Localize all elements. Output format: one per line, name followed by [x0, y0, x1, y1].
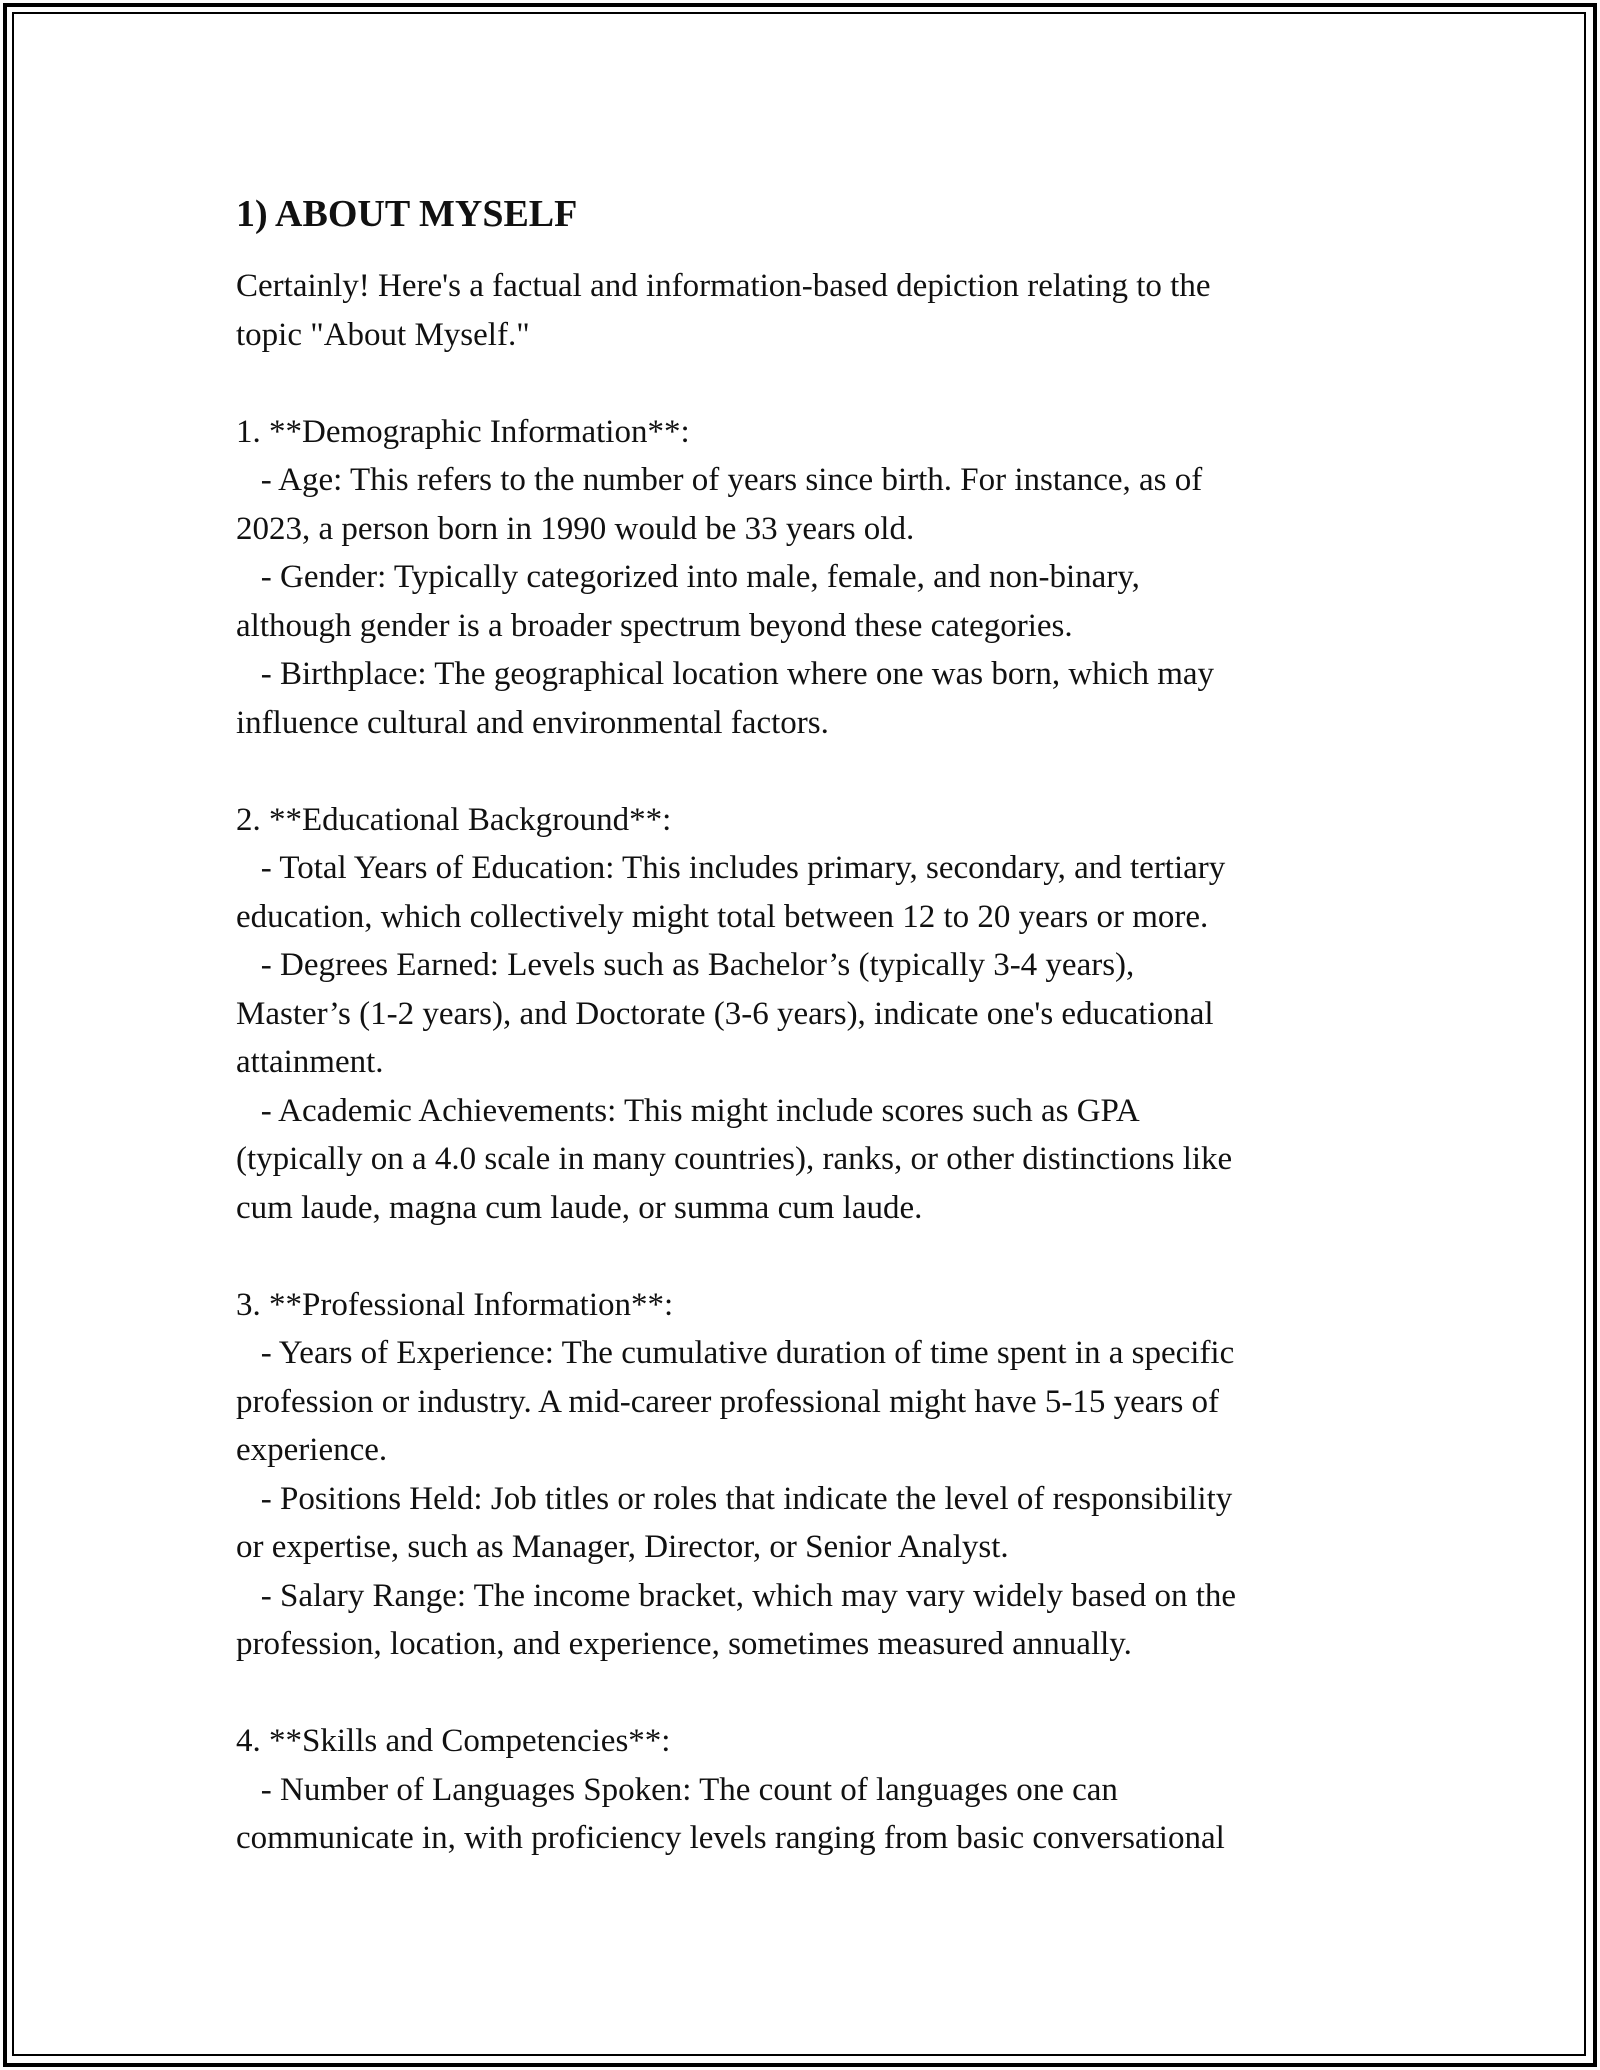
- section-line: - Salary Range: The income bracket, which may vary widely based on the: [236, 1577, 1237, 1614]
- section-line: - Gender: Typically categorized into male, female, and non-binary,: [236, 559, 1140, 595]
- section-line: communicate in, with proficiency levels ranging from basic conversational: [236, 1820, 1225, 1856]
- intro-line: Certainly! Here's a factual and information-based depiction relating to the: [236, 268, 1211, 304]
- section-line: Master’s (1-2 years), and Doctorate (3-6 years), indicate one's educational: [236, 995, 1214, 1032]
- section-line: - Positions Held: Job titles or roles that indicate the level of responsibility: [236, 1480, 1233, 1517]
- section-demographic: [236, 408, 1386, 748]
- section-line: profession, location, and experience, sometimes measured annually.: [236, 1626, 1132, 1662]
- intro-paragraph: [236, 262, 1386, 359]
- section-heading: 2. **Educational Background**:: [236, 801, 672, 838]
- paragraph-spacer: [236, 1669, 1386, 1718]
- section-heading: 1. **Demographic Information**:: [236, 413, 690, 450]
- section-heading: 3. **Professional Information**:: [236, 1286, 674, 1323]
- intro-line: topic "About Myself.": [236, 316, 530, 353]
- section-professional: [236, 1281, 1386, 1669]
- section-line: - Number of Languages Spoken: The count of languages one can: [236, 1771, 1118, 1808]
- section-skills: [236, 1717, 1386, 1863]
- section-line: - Degrees Earned: Levels such as Bachelor’s (typically 3-4 years),: [236, 947, 1135, 983]
- section-line: or expertise, such as Manager, Director, or Senior Analyst.: [236, 1529, 1009, 1565]
- section-line: - Age: This refers to the number of years since birth. For instance, as of: [236, 462, 1203, 498]
- section-line: - Birthplace: The geographical location where one was born, which may: [236, 656, 1215, 692]
- paragraph-spacer: [236, 1232, 1386, 1281]
- section-line: attainment.: [236, 1044, 384, 1080]
- section-line: cum laude, magna cum laude, or summa cum laude.: [236, 1189, 923, 1226]
- paragraph-spacer: [236, 359, 1386, 408]
- section-line: experience.: [236, 1432, 388, 1468]
- section-line: - Years of Experience: The cumulative duration of time spent in a specific: [236, 1335, 1235, 1371]
- section-line: although gender is a broader spectrum beyond these categories.: [236, 607, 1073, 644]
- document-title: 1) ABOUT MYSELF: [236, 193, 578, 235]
- section-heading: 4. **Skills and Competencies**:: [236, 1723, 671, 1759]
- section-line: - Academic Achievements: This might include scores such as GPA: [236, 1092, 1140, 1129]
- section-line: education, which collectively might total between 12 to 20 years or more.: [236, 898, 1209, 935]
- section-line: profession or industry. A mid-career professional might have 5-15 years of: [236, 1383, 1220, 1420]
- paragraph-spacer: [236, 747, 1386, 796]
- section-line: (typically on a 4.0 scale in many countries), ranks, or other distinctions like: [236, 1141, 1233, 1177]
- document-page: [236, 190, 1386, 1863]
- section-line: 2023, a person born in 1990 would be 33 years old.: [236, 510, 915, 547]
- section-line: - Total Years of Education: This includes primary, secondary, and tertiary: [236, 850, 1226, 886]
- section-educational: [236, 796, 1386, 1233]
- section-line: influence cultural and environmental factors.: [236, 704, 829, 741]
